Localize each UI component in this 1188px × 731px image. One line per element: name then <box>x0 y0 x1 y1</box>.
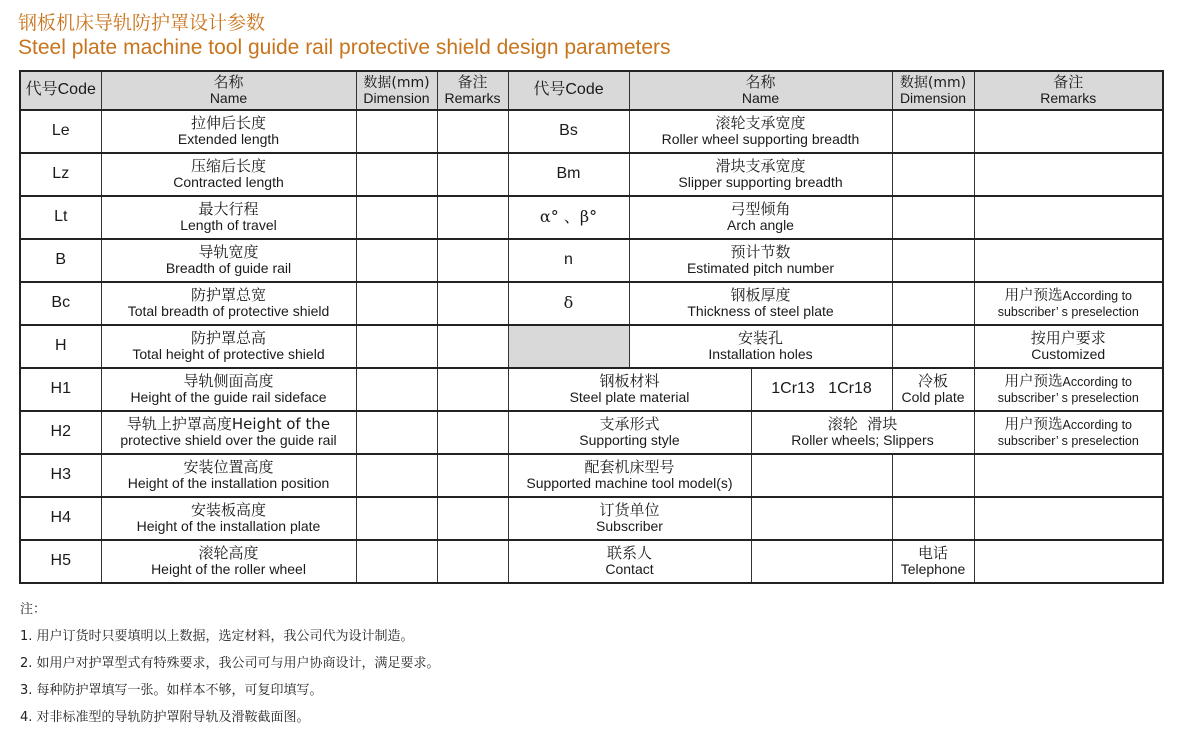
header-remarks-right: 备注 Remarks <box>974 71 1163 110</box>
remarks-field[interactable] <box>437 411 508 454</box>
telephone-field[interactable] <box>974 540 1163 583</box>
name-cell: 安装位置高度 Height of the installation position <box>101 454 356 497</box>
name-cell: 钢板厚度 Thickness of steel plate <box>629 282 892 325</box>
code-cell: H4 <box>20 497 101 540</box>
page-title-cn: 钢板机床导轨防护罩设计参数 <box>18 12 266 34</box>
header-name-right: 名称 Name <box>629 71 892 110</box>
page-title-en: Steel plate machine tool guide rail protective shield design parameters <box>18 36 671 59</box>
header-code: 代号Code <box>20 71 101 110</box>
remarks-field[interactable] <box>437 540 508 583</box>
code-cell: Bm <box>508 153 629 196</box>
dimension-field[interactable] <box>356 196 437 239</box>
name-cell: 预计节数 Estimated pitch number <box>629 239 892 282</box>
code-cell: B <box>20 239 101 282</box>
contact-label-cell: 联系人 Contact <box>508 540 751 583</box>
name-cell: 导轨上护罩高度Height of the protective shield over the guide rail <box>101 411 356 454</box>
code-cell: Le <box>20 110 101 153</box>
remarks-field[interactable] <box>437 368 508 411</box>
name-cell: 最大行程 Length of travel <box>101 196 356 239</box>
code-cell: H <box>20 325 101 368</box>
empty-code-cell <box>508 325 629 368</box>
header-name: 名称 Name <box>101 71 356 110</box>
header-dimension: 数据(mm) Dimension <box>356 71 437 110</box>
code-cell: H5 <box>20 540 101 583</box>
remarks-preselection: 用户预选According to subscriber’ s preselection <box>974 282 1163 325</box>
remarks-preselection: 用户预选According to subscriber’ s preselection <box>974 411 1163 454</box>
remarks-field[interactable] <box>437 239 508 282</box>
name-cell: 滑块支承宽度 Slipper supporting breadth <box>629 153 892 196</box>
remarks-field[interactable] <box>437 282 508 325</box>
dimension-field[interactable] <box>356 540 437 583</box>
name-cell: 拉伸后长度 Extended length <box>101 110 356 153</box>
dimension-field[interactable] <box>356 282 437 325</box>
remarks-field[interactable] <box>974 110 1163 153</box>
table-row <box>20 411 1163 454</box>
table-row <box>20 282 1163 325</box>
table-row <box>20 325 1163 368</box>
name-cell: 导轨侧面高度 Height of the guide rail sideface <box>101 368 356 411</box>
dimension-field[interactable] <box>892 325 974 368</box>
code-cell: H2 <box>20 411 101 454</box>
table-row <box>20 239 1163 282</box>
dimension-field[interactable] <box>356 239 437 282</box>
remarks-field[interactable] <box>437 153 508 196</box>
dimension-field[interactable] <box>892 153 974 196</box>
remarks-field[interactable] <box>974 196 1163 239</box>
header-code-right: 代号Code <box>508 71 629 110</box>
remarks-field[interactable] <box>974 153 1163 196</box>
model-field[interactable] <box>751 454 892 497</box>
remarks-field[interactable] <box>437 497 508 540</box>
table-row <box>20 196 1163 239</box>
name-cell: 防护罩总高 Total height of protective shield <box>101 325 356 368</box>
notes-heading: 注： <box>20 602 47 617</box>
remarks-field[interactable] <box>437 196 508 239</box>
dimension-field[interactable] <box>892 110 974 153</box>
contact-field[interactable] <box>751 540 892 583</box>
table-row <box>20 153 1163 196</box>
code-cell: α° 、β° <box>508 196 629 239</box>
dimension-field[interactable] <box>356 153 437 196</box>
name-cell: 防护罩总宽 Total breadth of protective shield <box>101 282 356 325</box>
header-dimension-right: 数据(mm) Dimension <box>892 71 974 110</box>
support-label-cell: 支承形式 Supporting style <box>508 411 751 454</box>
remarks-field[interactable] <box>437 110 508 153</box>
name-cell: 安装板高度 Height of the installation plate <box>101 497 356 540</box>
code-cell: δ <box>508 282 629 325</box>
code-cell: n <box>508 239 629 282</box>
code-cell: H3 <box>20 454 101 497</box>
support-value-cell: 滚轮 滑块 Roller wheels; Slippers <box>751 411 974 454</box>
table-header-row <box>20 71 1163 110</box>
remarks-field[interactable] <box>974 239 1163 282</box>
dimension-field[interactable] <box>356 110 437 153</box>
note-item: 1. 用户订货时只要填明以上数据，选定材料，我公司代为设计制造。 <box>20 629 414 644</box>
remarks-preselection: 用户预选According to subscriber’ s preselection <box>974 368 1163 411</box>
dimension-field[interactable] <box>892 196 974 239</box>
name-cell: 滚轮高度 Height of the roller wheel <box>101 540 356 583</box>
remarks-field[interactable] <box>437 325 508 368</box>
name-cell: 压缩后长度 Contracted length <box>101 153 356 196</box>
dimension-field[interactable] <box>356 325 437 368</box>
name-cell: 弓型倾角 Arch angle <box>629 196 892 239</box>
table-row <box>20 368 1163 411</box>
telephone-label-cell: 电话 Telephone <box>892 540 974 583</box>
table-row <box>20 454 1163 497</box>
name-cell: 滚轮支承宽度 Roller wheel supporting breadth <box>629 110 892 153</box>
dimension-field[interactable] <box>892 282 974 325</box>
subscriber-field-2[interactable] <box>892 497 974 540</box>
code-cell: Lt <box>20 196 101 239</box>
install-holes-cell: 安装孔 Installation holes <box>629 325 892 368</box>
name-cell: 导轨宽度 Breadth of guide rail <box>101 239 356 282</box>
note-item: 2. 如用户对护罩型式有特殊要求，我公司可与用户协商设计，满足要求。 <box>20 656 440 671</box>
dimension-field[interactable] <box>356 368 437 411</box>
dimension-field[interactable] <box>892 239 974 282</box>
dimension-field[interactable] <box>356 497 437 540</box>
subscriber-field[interactable] <box>751 497 892 540</box>
remarks-field[interactable] <box>974 497 1163 540</box>
code-cell: Bs <box>508 110 629 153</box>
table-row <box>20 497 1163 540</box>
design-parameters-table <box>19 70 1164 584</box>
model-label-cell: 配套机床型号 Supported machine tool model(s) <box>508 454 751 497</box>
subscriber-label-cell: 订货单位 Subscriber <box>508 497 751 540</box>
note-item: 4. 对非标准型的导轨防护罩附导轨及滑鞍截面图。 <box>20 710 310 725</box>
notes-section <box>20 596 440 731</box>
remarks-customized: 按用户要求 Customized <box>974 325 1163 368</box>
code-cell: Lz <box>20 153 101 196</box>
model-field-2[interactable] <box>892 454 974 497</box>
material-value-cell: 1Cr13 1Cr18 <box>751 368 892 411</box>
code-cell: Bc <box>20 282 101 325</box>
note-item: 3. 每种防护罩填写一张。如样本不够，可复印填写。 <box>20 683 323 698</box>
dimension-field[interactable] <box>356 411 437 454</box>
material-label-cell: 钢板材料 Steel plate material <box>508 368 751 411</box>
cold-plate-cell: 冷板 Cold plate <box>892 368 974 411</box>
table-row <box>20 110 1163 153</box>
dimension-field[interactable] <box>356 454 437 497</box>
table-row <box>20 540 1163 583</box>
header-remarks: 备注 Remarks <box>437 71 508 110</box>
remarks-field[interactable] <box>437 454 508 497</box>
remarks-field[interactable] <box>974 454 1163 497</box>
code-cell: H1 <box>20 368 101 411</box>
